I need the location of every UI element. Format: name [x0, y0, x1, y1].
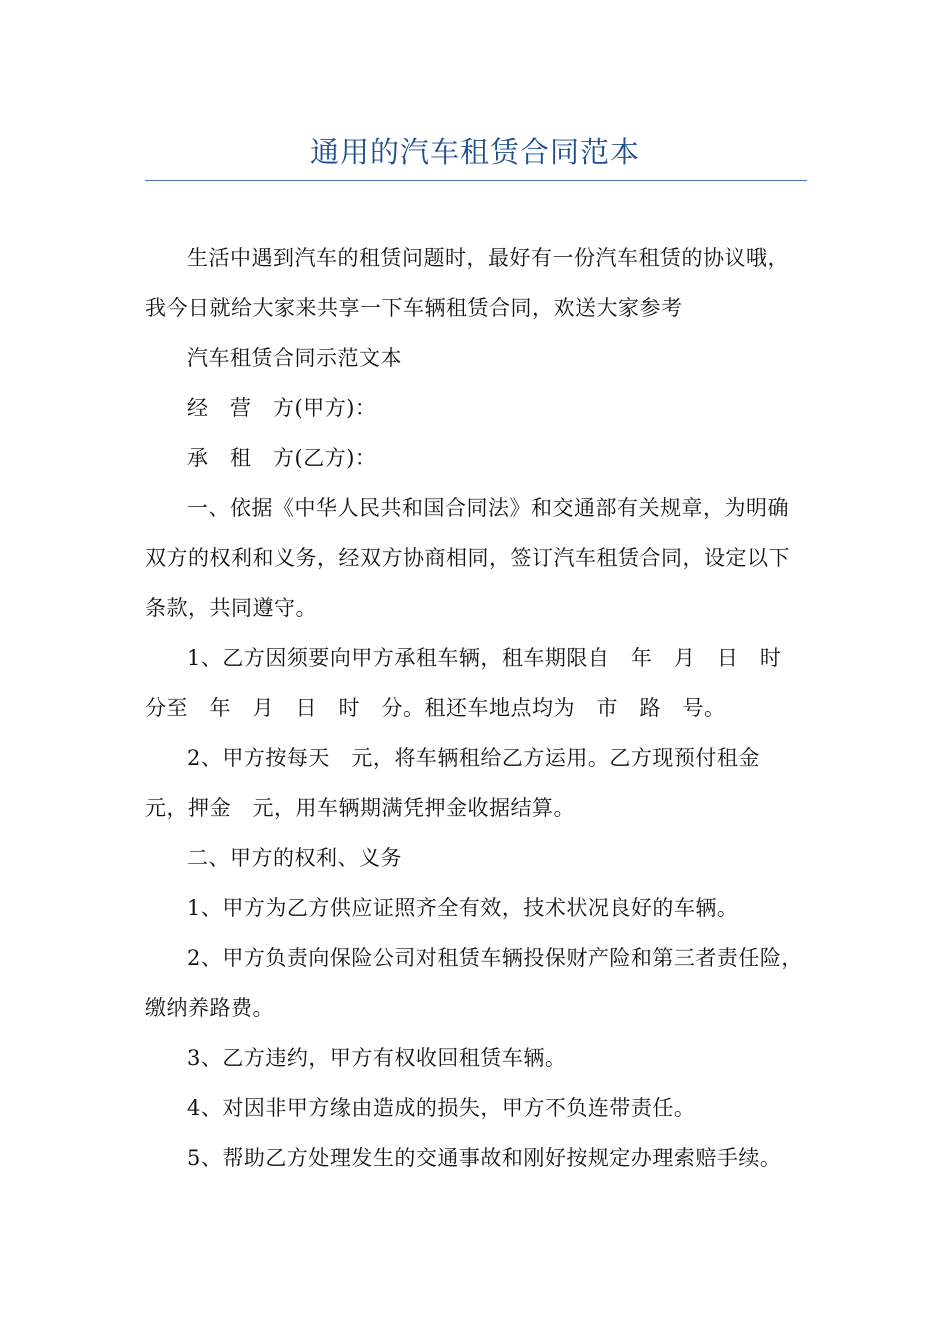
- paragraph-section-1: 一、依据《中华人民共和国合同法》和交通部有关规章，为明确双方的权利和义务，经双方协商相同，签订汽车租赁合同，设定以下条款，共同遵守。: [145, 496, 790, 620]
- paragraph-party-a: 经 营 方(甲方)：: [187, 396, 377, 420]
- document-title: 通用的汽车租赁合同范本: [309, 135, 640, 169]
- paragraph-section-2: 二、甲方的权利、义务: [187, 846, 402, 870]
- paragraph-clause-2-1: 1、甲方为乙方供应证照齐全有效，技术状况良好的车辆。: [187, 896, 739, 920]
- title-underline: [145, 180, 807, 181]
- paragraph-clause-1-2: 2、甲方按每天 元，将车辆租给乙方运用。乙方现预付租金 元，押金 元，用车辆期满凭押金收据结算。: [145, 746, 782, 820]
- document-body: [145, 233, 807, 1183]
- paragraph-party-b: 承 租 方(乙方)：: [187, 446, 377, 470]
- paragraph-clause-2-5: 5、帮助乙方处理发生的交通事故和刚好按规定办理索赔手续。: [187, 1146, 782, 1170]
- paragraph-clause-2-3: 3、乙方违约，甲方有权收回租赁车辆。: [187, 1046, 567, 1070]
- paragraph-intro: 生活中遇到汽车的租赁问题时，最好有一份汽车租赁的协议哦，我今日就给大家来共享一下车辆租赁合同，欢送大家参考: [145, 246, 789, 320]
- paragraph-subtitle: 汽车租赁合同示范文本: [187, 346, 402, 370]
- paragraph-clause-2-2: 2、甲方负责向保险公司对租赁车辆投保财产险和第三者责任险，缴纳养路费。: [145, 946, 803, 1020]
- paragraph-clause-2-4: 4、对因非甲方缘由造成的损失，甲方不负连带责任。: [187, 1096, 696, 1120]
- paragraph-clause-1-1: 1、乙方因须要向甲方承租车辆，租车期限自 年 月 日 时 分至 年 月 日 时 分。租还车地点均为 市 路 号。: [145, 646, 803, 720]
